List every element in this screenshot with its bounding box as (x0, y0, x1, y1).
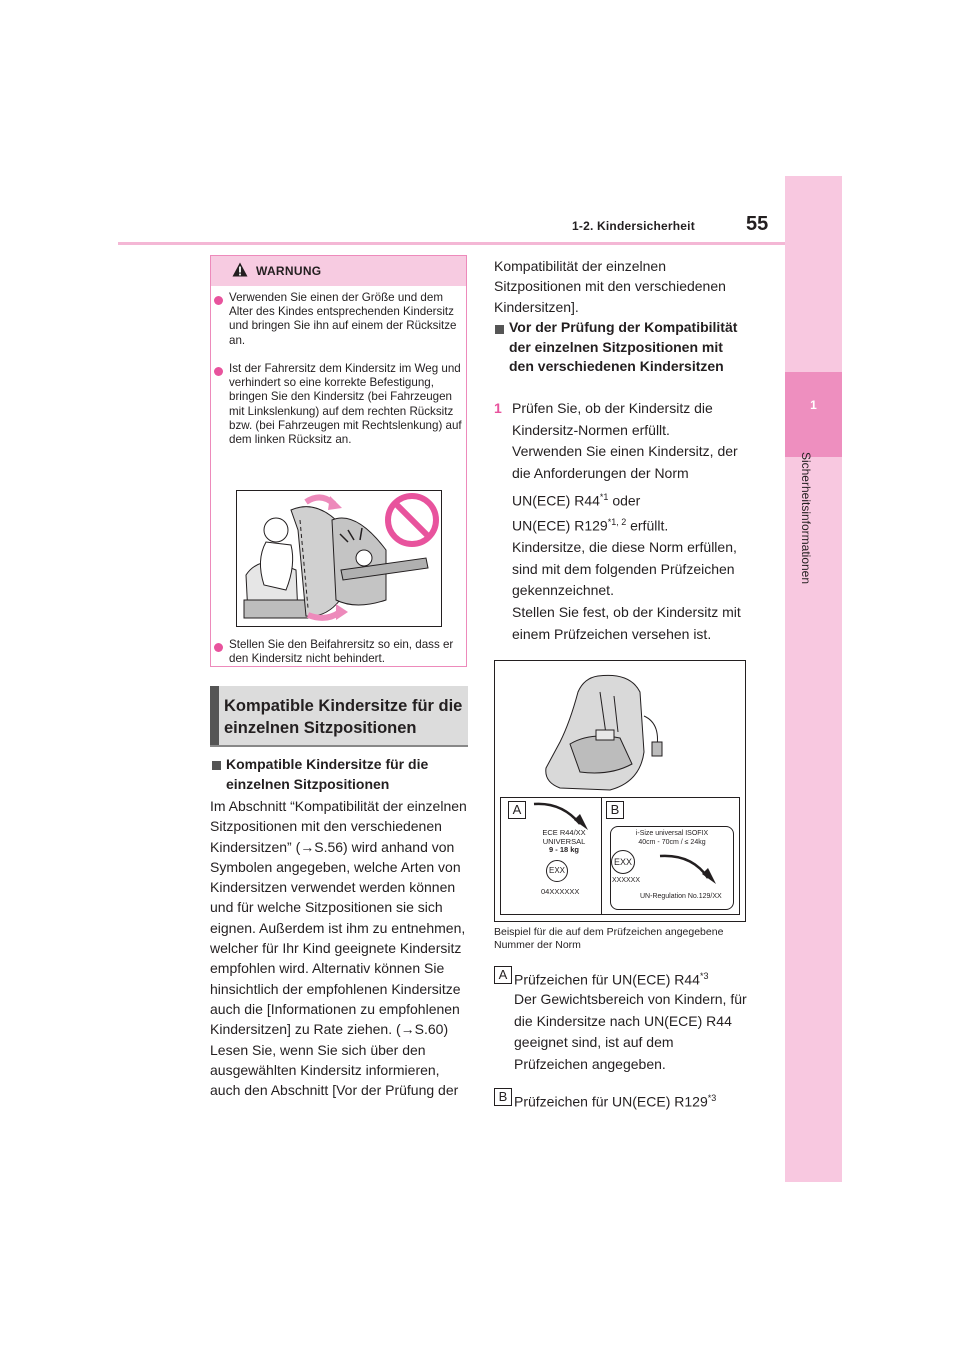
square-bullet-icon (212, 761, 221, 770)
item-a-description: Der Gewichtsbereich von Kindern, für die Kindersitze nach UN(ECE) R44 geeignet sind, ist auf dem Prüfzeichen angegeben. (514, 991, 747, 1072)
step-text-r44 (512, 487, 752, 511)
warning-title: WARNUNG (256, 264, 322, 278)
mark-b-number: XXXXXX (612, 877, 641, 884)
footnote-ref: *1 (599, 492, 609, 502)
mark-b-regulation: UN-Regulation No.129/XX (640, 893, 722, 900)
step-text: Stellen Sie fest, ob der Kindersitz mit einem Prüfzeichen versehen ist. (512, 604, 741, 642)
conjunction: oder (612, 492, 641, 509)
mark-b-line1: i-Size universal ISOFIX (635, 830, 709, 837)
mark-a-number: 04XXXXXX (541, 887, 580, 896)
item-b-badge: B (494, 1088, 512, 1106)
step-text: Kindersitze, die diese Norm erfüllen, sind mit dem folgenden Prüfzeichen gekennzeichnet. (512, 539, 737, 599)
body-paragraph: Kompatibilität der einzelnen Sitzpositionen mit den verschiedenen Kindersitzen]. (494, 258, 726, 315)
bullet-icon (214, 296, 223, 305)
section-label: 1-2. Kindersicherheit (572, 219, 695, 233)
child-seat-illustration (540, 672, 670, 794)
warning-item: Ist der Fahrersitz dem Kindersitz im Weg und verhindert so eine korrekte Befestigung, bringen Sie den Kindersitz (bei Fahrzeugen mit Linkslenkung) auf dem rechten Rücksitz bzw. (bei Fahrzeugen mit Rechtslenkung) auf dem linken Rücksitz an. (229, 362, 462, 447)
square-bullet-icon (495, 325, 504, 334)
chapter-tab-active (785, 372, 842, 457)
section-header-rule (210, 745, 468, 747)
item-a-label: Prüfzeichen für UN(ECE) R44 (514, 971, 700, 988)
step-text-r129 (512, 512, 752, 536)
page-number: 55 (746, 213, 769, 235)
step-number: 1 (494, 400, 502, 416)
item-b-label: Prüfzeichen für UN(ECE) R129 (514, 1093, 708, 1110)
mark-b-line2: 40cm - 70cm / ≤ 24kg (638, 839, 706, 846)
warning-triangle-icon (232, 262, 248, 277)
chapter-title: Sicherheitsinformationen (799, 451, 813, 585)
mark-a-weight: 9 - 18 kg (548, 845, 579, 855)
norm-r129: UN(ECE) R129 (512, 517, 608, 534)
footnote-ref: *1, 2 (607, 517, 627, 527)
mark-a-line2: UNIVERSAL (542, 836, 586, 846)
e-mark-emblem-a: EXX (546, 860, 568, 882)
section-title: Kompatible Kindersitze für die einzelnen Sitzpositionen (224, 697, 463, 737)
norm-r44: UN(ECE) R44 (512, 492, 600, 509)
chapter-tab (785, 176, 842, 1182)
item-a-title (514, 966, 754, 990)
footnote-ref: *3 (699, 971, 709, 981)
item-b-title (514, 1088, 754, 1112)
footnote-ref: *3 (707, 1093, 717, 1103)
mark-a-line1: ECE R44/XX (542, 828, 586, 837)
step-text: Verwenden Sie einen Kindersitz, der die Anforderungen der Norm (512, 443, 738, 481)
warning-header (211, 256, 466, 286)
body-paragraph: Im Abschnitt “Kompatibilität der einzelnen Sitzpositionen mit den verschiedenen Kindersitzen” (→S.56) wird anhand von Symbolen angegeben, welche Arten von Kindersitzen verwendet werden können und für welche Sitzpositionen sie sich eignen. Außerdem ist ihm zu entnehmen, welcher für Ihr Kind geeignete Kindersitz empfohlen wird. Alternativ können Sie hinsichtlich der empfohlenen Kindersitze auch die [Informationen zu empfohlenen Kindersitzen] zu Rate ziehen. (→S.60) Lesen Sie, wenn Sie sich über den ausgewählten Kindersitz informieren, auch den Abschnitt [Vor der Prüfung der (210, 798, 467, 1099)
chapter-number: 1 (810, 398, 817, 412)
bullet-icon (214, 643, 223, 652)
warning-item: Verwenden Sie einen der Größe und dem Alter des Kindes entsprechenden Kindersitz und bringen Sie ihn auf einem der Rücksitze an. (229, 291, 457, 347)
label-a: A (508, 801, 526, 819)
bullet-icon (214, 367, 223, 376)
verb: erfüllt. (630, 517, 669, 534)
subheading: Kompatible Kindersitze für die einzelnen Sitzpositionen (226, 756, 429, 792)
panel-divider (601, 797, 602, 915)
arrow-icon (658, 852, 720, 886)
section-header-bar (210, 686, 219, 746)
prohibited-icon (384, 492, 440, 548)
step-text: Prüfen Sie, ob der Kindersitz die Kindersitz-Normen erfüllt. (512, 400, 713, 438)
label-b: B (606, 801, 624, 819)
header-rule (118, 242, 785, 245)
figure-caption: Beispiel für die auf dem Prüfzeichen angegebene Nummer der Norm (494, 926, 724, 951)
mark-b-text (612, 829, 732, 847)
warning-item: Stellen Sie den Beifahrersitz so ein, dass er den Kindersitz nicht behindert. (229, 638, 454, 666)
mark-a-text (532, 829, 596, 855)
subheading: Vor der Prüfung der Kompatibilität der einzelnen Sitzpositionen mit den verschiedenen Kindersitzen (509, 319, 738, 375)
item-a-badge: A (494, 966, 512, 984)
e-mark-emblem-b: EXX (611, 850, 635, 874)
